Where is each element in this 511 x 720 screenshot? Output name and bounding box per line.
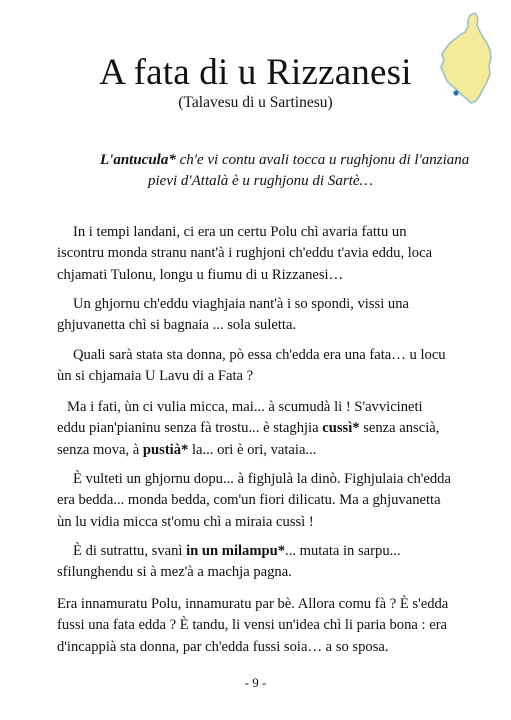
- intro-note: L'antucula* ch'e vi contu avali tocca u rughjonu di l'anziana pievi d'Attalà è u rughjonu di Sartè…: [100, 152, 470, 189]
- intro-term: L'antucula*: [100, 152, 176, 168]
- glossary-term: in un milampu*: [186, 543, 286, 559]
- page-number: - 9 -: [244, 675, 267, 690]
- glossary-term: cussì*: [322, 420, 360, 437]
- paragraph-2: Un ghjornu ch'eddu viaghjaia nant'à i so spondi, vissi una ghjuvanetta chì si bagnaia ... sola suletta.: [57, 296, 409, 334]
- paragraph-7: Era innamuratu Polu, innamuratu par bè. Allora comu fà ? È s'edda fussi una fata edda ? È tandu, li vensi un'idea chì li paria bona : era d'incappià sta donna, par ch'edda fussi soia… a so sposa.: [57, 596, 449, 655]
- paragraph-5: È vulteti un ghjornu dopu... à fighjulà la dinò. Fighjulaia ch'edda era bedda... monda bedda, com'un fiori dilicatu. Ma a ghjuvanetta ùn lu vidia micca st'omu chì a miraia cussì !: [57, 471, 451, 530]
- page-title: A fata di u Rizzanesi: [99, 52, 412, 93]
- page-subtitle: (Talavesu di u Sartinesu): [178, 94, 333, 111]
- paragraph-3: Quali sarà stata sta donna, pò essa ch'edda era una fata… u locu ùn si chjamaia U Lavu di a Fata ?: [57, 347, 446, 385]
- paragraph-4: Ma i fati, ùn ci vulia micca, mai... à scumudà li ! S'avvicineti eddu pian'pianinu senza fà trostu... è staghjia cussì* senza anscià, senza mova, à pustià* la... ori è ori, vataia...: [57, 399, 440, 458]
- paragraph-1: In i tempi landani, ci era un certu Polu chì avaria fattu un iscontru monda stranu nant'à i rughjoni ch'eddu t'avia eddu, loca chjamati Tulonu, longu u fiumu di u Rizzanesi…: [57, 224, 433, 283]
- glossary-term: pustià*: [142, 441, 189, 458]
- paragraph-6: È di sutrattu, svanì in un milampu*... mutata in sarpu... sfilunghendu si à mez'à a machja pagna.: [57, 543, 401, 581]
